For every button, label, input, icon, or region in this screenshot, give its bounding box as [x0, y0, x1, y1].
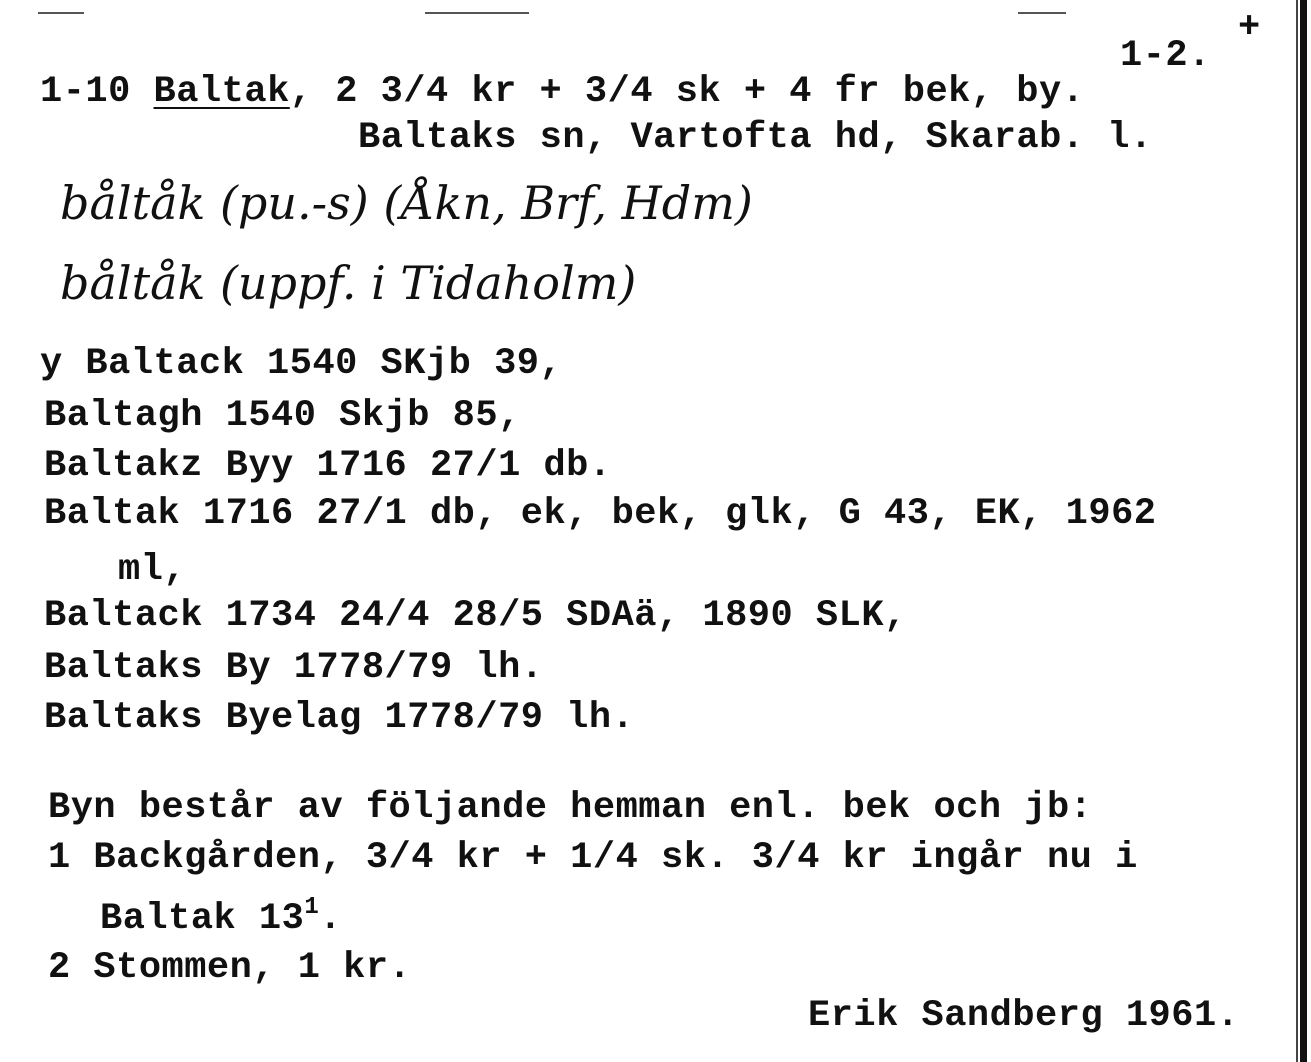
- heading-range: 1-10: [40, 71, 131, 113]
- top-rule-left: [38, 12, 84, 14]
- composition-item-1-superscript: 1: [304, 894, 320, 921]
- composition-item-2: 2 Stommen, 1 kr.: [48, 947, 412, 989]
- form-line: Baltak 1716 27/1 db, ek, bek, glk, G 43, EK, 1962: [44, 493, 1157, 535]
- heading-rest: , 2 3/4 kr + 3/4 sk + 4 fr bek, by.: [289, 71, 1085, 113]
- composition-item-1-continued: [100, 896, 342, 938]
- handwritten-pronunciation-2: båltåk (uppf. i Tidaholm): [60, 256, 637, 310]
- form-line: Baltaks By 1778/79 lh.: [44, 647, 544, 689]
- composition-intro: Byn består av följande hemman enl. bek och jb:: [48, 787, 1093, 829]
- corner-mark: +: [1238, 7, 1261, 49]
- form-line: y Baltack 1540 SKjb 39,: [40, 343, 563, 385]
- heading-name: Baltak: [153, 71, 290, 113]
- card-edge-inner: [1296, 0, 1298, 1062]
- composition-item-1-text: Baltak 13: [100, 898, 305, 940]
- heading-line: [40, 71, 1085, 113]
- form-line: Baltaks Byelag 1778/79 lh.: [44, 697, 635, 739]
- card-number: 1-2.: [1120, 35, 1211, 77]
- signature: Erik Sandberg 1961.: [808, 995, 1240, 1037]
- form-line: Baltack 1734 24/4 28/5 SDAä, 1890 SLK,: [44, 595, 907, 637]
- location-line: Baltaks sn, Vartofta hd, Skarab. l.: [358, 117, 1153, 159]
- card-edge: [1300, 0, 1307, 1062]
- form-line: Baltagh 1540 Skjb 85,: [44, 395, 521, 437]
- handwritten-pronunciation-1: båltåk (pu.-s) (Åkn, Brf, Hdm): [60, 176, 753, 230]
- composition-item-1: 1 Backgården, 3/4 kr + 1/4 sk. 3/4 kr ingår nu i: [48, 837, 1138, 879]
- form-line: Baltakz Byy 1716 27/1 db.: [44, 445, 612, 487]
- composition-item-1-end: .: [319, 898, 342, 940]
- top-rule-right: [1018, 12, 1066, 14]
- form-line-continuation: ml,: [118, 549, 187, 591]
- top-rule-middle: [425, 12, 529, 14]
